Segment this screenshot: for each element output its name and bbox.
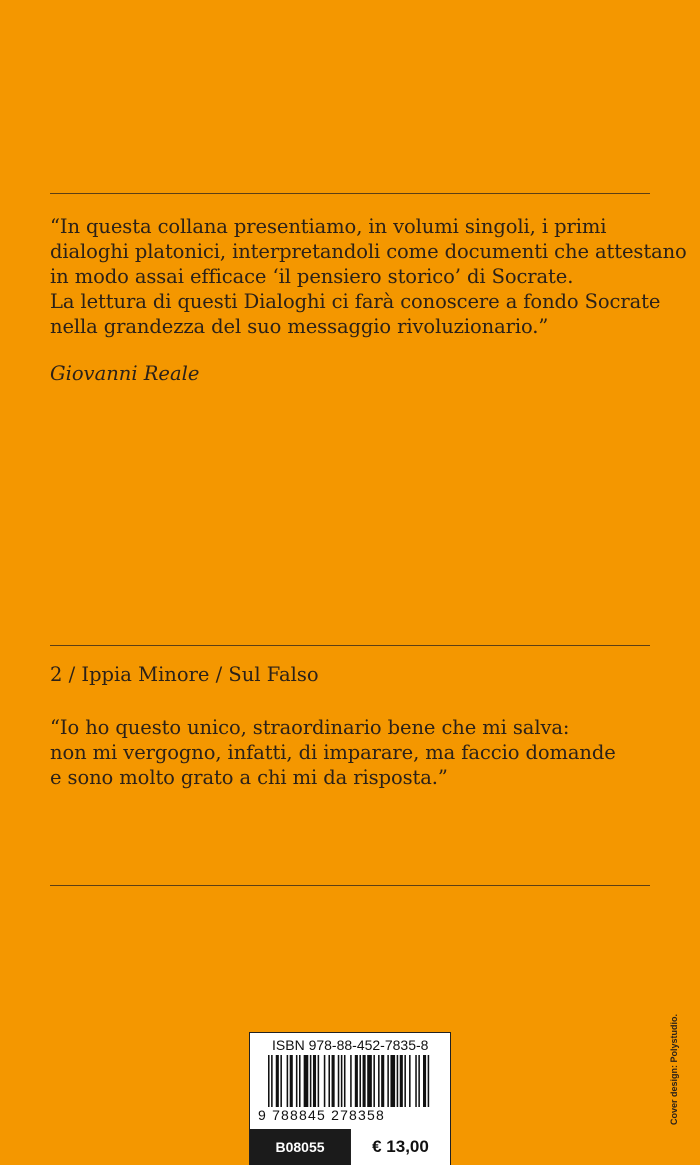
barcode-bar: [328, 1055, 330, 1107]
barcode-bar: [381, 1055, 384, 1107]
quote-line: La lettura di questi Dialoghi ci farà conoscere a fondo Socrate: [50, 290, 661, 313]
barcode-bar: [299, 1055, 301, 1107]
price-tag: € 13,00: [350, 1129, 450, 1165]
quote-line: “Io ho questo unico, straordinario bene che mi salva:: [50, 716, 570, 739]
barcode-bar: [418, 1055, 420, 1107]
quote-line: non mi vergogno, infatti, di imparare, ma faccio domande: [50, 741, 616, 764]
barcode-bar: [304, 1055, 309, 1107]
barcode-bar: [423, 1055, 426, 1107]
barcode-bar: [296, 1055, 298, 1107]
quote-line: e sono molto grato a chi mi da risposta.”: [50, 766, 448, 789]
quote-line: nella grandezza del suo messaggio rivoluzionario.”: [50, 315, 549, 338]
middle-divider: [50, 645, 650, 646]
barcode-bar: [400, 1055, 403, 1107]
barcode-bar: [324, 1055, 326, 1107]
barcode-bar: [363, 1055, 366, 1107]
barcode-bar: [310, 1055, 312, 1107]
barcode-bar: [332, 1055, 335, 1107]
socrates-quote: [50, 715, 660, 790]
barcode-bar: [355, 1055, 358, 1107]
barcode-bar: [367, 1055, 372, 1107]
barcode-bar: [344, 1055, 346, 1107]
isbn-text: ISBN 978-88-452-7835-8: [272, 1037, 429, 1053]
barcode-bar: [390, 1055, 395, 1107]
barcode-bar: [428, 1055, 430, 1107]
barcode-bar: [268, 1055, 270, 1107]
barcode-bar: [415, 1055, 417, 1107]
barcode-bar: [359, 1055, 361, 1107]
quote-line: “In questa collana presentiamo, in volumi singoli, i primi: [50, 215, 607, 238]
quote-line: in modo assai efficace ‘il pensiero storico’ di Socrate.: [50, 265, 574, 288]
barcode-bar: [318, 1055, 320, 1107]
series-quote: [50, 214, 687, 339]
cover-design-credit: Cover design: Polystudio.: [669, 1013, 679, 1125]
barcode-bar: [404, 1055, 406, 1107]
barcode-bar: [280, 1055, 282, 1107]
product-code: B08055: [250, 1129, 350, 1165]
barcode-bar: [313, 1055, 316, 1107]
barcode-bar: [271, 1055, 273, 1107]
quote-line: dialoghi platonici, interpretandoli come documenti che attestano: [50, 240, 687, 263]
barcode-bar: [276, 1055, 279, 1107]
barcode-bar: [409, 1055, 411, 1107]
top-divider: [50, 193, 650, 194]
barcode-bar: [397, 1055, 399, 1107]
series-title: 2 / Ippia Minore / Sul Falso: [50, 663, 319, 686]
barcode-label: [249, 1032, 451, 1165]
bottom-divider: [50, 885, 650, 886]
barcode-digits: 9 788845 278358: [258, 1107, 385, 1123]
barcode-bar: [290, 1055, 293, 1107]
barcode-bar: [287, 1055, 289, 1107]
barcode-bar: [350, 1055, 352, 1107]
barcode-bar: [373, 1055, 375, 1107]
quote-author: Giovanni Reale: [50, 362, 200, 385]
barcode-bar: [387, 1055, 389, 1107]
barcode-bar: [341, 1055, 343, 1107]
barcode-bar: [378, 1055, 380, 1107]
barcode-bar: [338, 1055, 340, 1107]
